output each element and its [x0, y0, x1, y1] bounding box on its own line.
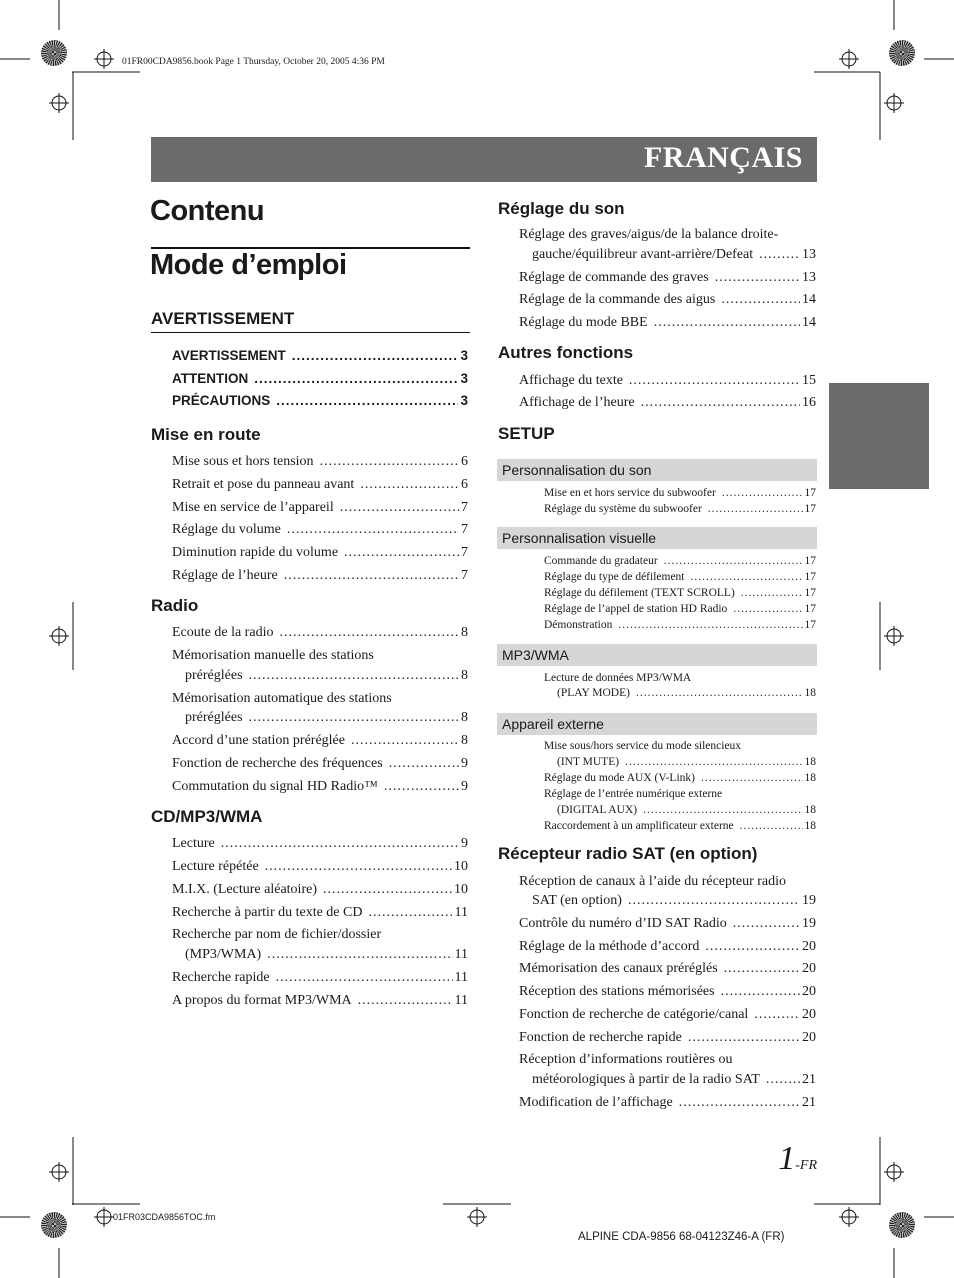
page-number: [778, 1140, 817, 1178]
toc-entry[interactable]: Affichage de l’heure ..... 16: [519, 394, 816, 411]
footer-file: 01FR03CDA9856TOC.fm: [113, 1212, 216, 1222]
toc-entry-line: Réglage des graves/aigus/de la balance droite-: [519, 227, 779, 242]
subsection-bar-externe: Appareil externe: [497, 713, 817, 735]
subsection-bar-mp3: MP3/WMA: [497, 644, 817, 666]
section-heading-sat: Récepteur radio SAT (en option): [498, 844, 758, 863]
toc-entry-line: Réception de canaux à l’aide du récepteur radio: [519, 874, 787, 889]
toc-entry[interactable]: PRÉCAUTIONS ..... 3: [172, 392, 468, 409]
toc-entry[interactable]: Affichage du texte ..... 15: [519, 372, 816, 389]
toc-entry-line: Mise sous/hors service du mode silencieux: [544, 740, 742, 752]
toc-entry[interactable]: Commutation du signal HD Radio™ ..... 9: [172, 778, 468, 795]
toc-entry[interactable]: Fonction de recherche des fréquences ..... 9: [172, 755, 468, 772]
toc-entry[interactable]: météorologiques à partir de la radio SAT ..... 21: [532, 1071, 816, 1088]
toc-entry-line: Lecture de données MP3/WMA: [544, 672, 692, 684]
toc-entry-line: Réception d’informations routières ou: [519, 1052, 733, 1067]
page-number-suffix: -FR: [795, 1158, 817, 1173]
toc-entry[interactable]: Réception des stations mémorisées ..... 20: [519, 983, 816, 1000]
section-heading-reglage-son: Réglage du son: [498, 199, 625, 218]
section-heading-avertissement: AVERTISSEMENT: [151, 309, 295, 328]
toc-entry-line: Réglage de l’entrée numérique externe: [544, 788, 723, 800]
toc-entry[interactable]: (DIGITAL AUX) ..... 18: [557, 803, 816, 818]
toc-entry[interactable]: Réglage du mode AUX (V-Link) ..... 18: [544, 771, 816, 786]
toc-entry[interactable]: Accord d’une station préréglée ..... 8: [172, 732, 468, 749]
toc-entry[interactable]: Réglage du défilement (TEXT SCROLL) ..... 17: [544, 586, 816, 601]
toc-entry[interactable]: préréglées ..... 8: [185, 667, 468, 684]
toc-entry[interactable]: (MP3/WMA) ..... 11: [185, 946, 468, 963]
toc-entry-line: Recherche par nom de fichier/dossier: [172, 927, 382, 942]
page-number-digit: 1: [778, 1140, 796, 1177]
toc-entry[interactable]: A propos du format MP3/WMA ..... 11: [172, 992, 468, 1009]
language-banner: [151, 137, 817, 182]
footer-model: ALPINE CDA-9856 68-04123Z46-A (FR): [578, 1231, 785, 1243]
toc-entry[interactable]: Retrait et pose du panneau avant ..... 6: [172, 476, 468, 493]
toc-entry[interactable]: Raccordement à un amplificateur externe ..... 18: [544, 819, 816, 834]
language-banner-label: FRANÇAIS: [643, 141, 803, 174]
toc-entry[interactable]: préréglées ..... 8: [185, 709, 468, 726]
toc-entry[interactable]: SAT (en option) ..... 19: [532, 892, 816, 909]
toc-entry[interactable]: (INT MUTE) ..... 18: [557, 755, 816, 770]
toc-entry[interactable]: Mise en et hors service du subwoofer ..... 17: [544, 486, 816, 501]
toc-entry[interactable]: Commande du gradateur ..... 17: [544, 554, 816, 569]
toc-entry[interactable]: Modification de l’affichage ..... 21: [519, 1094, 816, 1111]
section-heading-setup: SETUP: [498, 424, 555, 443]
section-heading-cd: CD/MP3/WMA: [151, 807, 263, 826]
toc-entry[interactable]: Réglage du système du subwoofer ..... 17: [544, 502, 816, 517]
toc-entry[interactable]: Réglage de la commande des aigus ..... 14: [519, 291, 816, 308]
side-tab: [829, 383, 929, 489]
toc-entry[interactable]: Réglage du type de défilement ..... 17: [544, 570, 816, 585]
toc-entry[interactable]: Recherche rapide ..... 11: [172, 969, 468, 986]
toc-entry[interactable]: Démonstration ..... 17: [544, 618, 816, 633]
toc-entry[interactable]: Contrôle du numéro d’ID SAT Radio ..... 19: [519, 915, 816, 932]
toc-entry[interactable]: Lecture répétée ..... 10: [172, 858, 468, 875]
toc-entry[interactable]: Fonction de recherche de catégorie/canal ..... 20: [519, 1006, 816, 1023]
title-contents: Contenu: [150, 195, 265, 227]
toc-entry[interactable]: Mise en service de l’appareil ..... 7: [172, 499, 468, 516]
toc-entry[interactable]: Réglage du mode BBE ..... 14: [519, 314, 816, 331]
section-heading-autres: Autres fonctions: [498, 343, 634, 362]
toc-entry[interactable]: Réglage de la méthode d’accord ..... 20: [519, 938, 816, 955]
toc-entry[interactable]: (PLAY MODE) ..... 18: [557, 686, 816, 701]
section-heading-mise-en-route: Mise en route: [151, 425, 261, 444]
subsection-bar-visuelle: Personnalisation visuelle: [497, 527, 817, 549]
toc-entry-line: Mémorisation automatique des stations: [172, 691, 392, 706]
toc-entry[interactable]: M.I.X. (Lecture aléatoire) ..... 10: [172, 881, 468, 898]
title-manual: Mode d’emploi: [150, 249, 347, 281]
toc-entry[interactable]: Ecoute de la radio ..... 8: [172, 624, 468, 641]
toc-entry[interactable]: Réglage du volume ..... 7: [172, 521, 468, 538]
toc-entry[interactable]: Réglage de l’heure ..... 7: [172, 567, 468, 584]
file-header: 01FR00CDA9856.book Page 1 Thursday, October 20, 2005 4:36 PM: [122, 57, 385, 67]
toc-entry[interactable]: Mémorisation des canaux préréglés ..... 20: [519, 960, 816, 977]
toc-entry-line: Mémorisation manuelle des stations: [172, 648, 374, 663]
toc-entry[interactable]: Mise sous et hors tension ..... 6: [172, 453, 468, 470]
subsection-bar-son: Personnalisation du son: [497, 459, 817, 481]
section-heading-radio: Radio: [151, 596, 199, 615]
toc-entry[interactable]: Réglage de commande des graves ..... 13: [519, 269, 816, 286]
toc-entry[interactable]: Réglage de l’appel de station HD Radio ..... 17: [544, 602, 816, 617]
toc-entry[interactable]: Diminution rapide du volume ..... 7: [172, 544, 468, 561]
toc-entry[interactable]: AVERTISSEMENT ..... 3: [172, 347, 468, 364]
toc-entry[interactable]: gauche/équilibreur avant-arrière/Defeat ..... 13: [532, 246, 816, 263]
toc-entry[interactable]: ATTENTION ..... 3: [172, 370, 468, 387]
toc-entry[interactable]: Lecture ..... 9: [172, 835, 468, 852]
toc-entry[interactable]: Fonction de recherche rapide ..... 20: [519, 1029, 816, 1046]
section-rule: [151, 332, 470, 333]
toc-entry[interactable]: Recherche à partir du texte de CD ..... 11: [172, 904, 468, 921]
